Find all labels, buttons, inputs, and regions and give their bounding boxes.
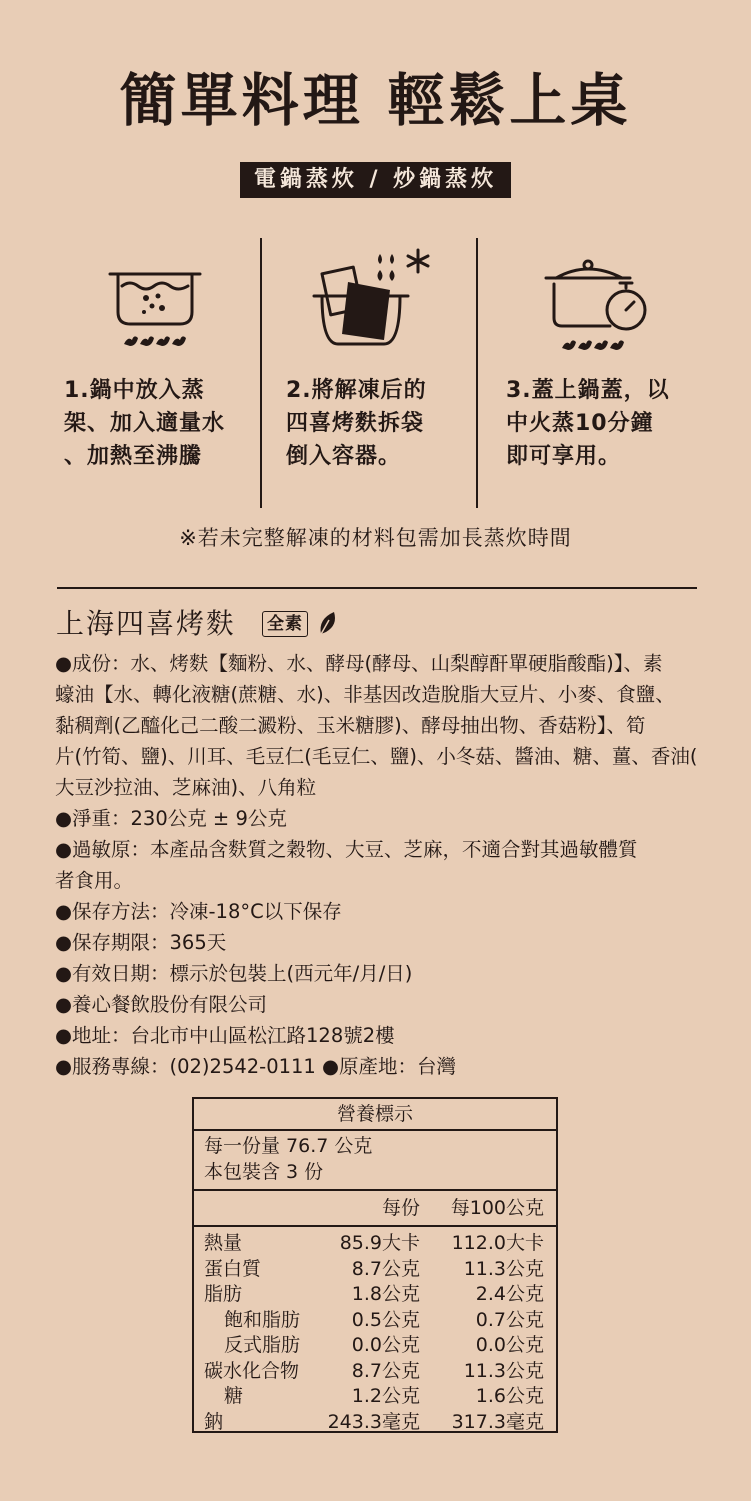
nutrient-name: 鈉 bbox=[204, 1410, 224, 1433]
servings-per-package: 本包裝含 3 份 bbox=[204, 1161, 324, 1183]
thaw-bag-into-container-icon bbox=[308, 244, 448, 350]
vegan-badge: 全素 bbox=[262, 611, 308, 637]
nutrient-name: 飽和脂肪 bbox=[224, 1308, 301, 1331]
info-line: 片(竹筍、鹽)、川耳、毛豆仁(毛豆仁、鹽)、小冬菇、醬油、糖、薑、香油( bbox=[55, 745, 698, 768]
page-title: 簡單料理 輕鬆上桌 bbox=[119, 68, 632, 134]
info-line: 蠔油【水、轉化液糖(蔗糖、水)、非基因改造脫脂大豆片、小麥、食鹽、 bbox=[55, 683, 675, 706]
table-row bbox=[194, 1257, 556, 1283]
info-line: ●成份：水、烤麩【麵粉、水、酵母(酵母、山梨醇酐單硬脂酸酯)】、素 bbox=[55, 652, 663, 675]
per-serving-value: 85.9大卡 bbox=[339, 1232, 420, 1254]
table-row bbox=[194, 1384, 556, 1410]
col-per-serving: 每份 bbox=[381, 1197, 420, 1219]
per-100g-value: 11.3公克 bbox=[463, 1359, 544, 1382]
per-serving-value: 0.5公克 bbox=[351, 1308, 420, 1331]
per-100g-value: 11.3公克 bbox=[463, 1257, 544, 1280]
step-divider bbox=[476, 238, 478, 508]
company-name: ●養心餐飲股份有限公司 bbox=[55, 993, 268, 1016]
shelf-life: ●保存期限：365天 bbox=[55, 931, 227, 954]
table-row bbox=[194, 1359, 556, 1385]
company-address: ●地址：台北市中山區松江路128號2樓 bbox=[55, 1024, 395, 1047]
covered-pot-timer-icon bbox=[542, 256, 654, 356]
nutrient-name: 脂肪 bbox=[204, 1283, 243, 1305]
serving-size: 每一份量 76.7 公克 bbox=[204, 1135, 373, 1157]
nutrient-name: 熱量 bbox=[204, 1232, 243, 1254]
per-100g-value: 112.0大卡 bbox=[451, 1232, 544, 1254]
nutrient-name: 糖 bbox=[224, 1385, 244, 1407]
table-row bbox=[194, 1282, 556, 1308]
per-serving-value: 8.7公克 bbox=[351, 1257, 420, 1280]
per-serving-value: 243.3毫克 bbox=[327, 1410, 420, 1433]
per-100g-value: 0.0公克 bbox=[475, 1334, 544, 1356]
nutrition-title: 營養標示 bbox=[194, 1099, 556, 1131]
per-serving-value: 1.8公克 bbox=[351, 1283, 420, 1305]
info-line: 黏稠劑(乙醯化己二酸二澱粉、玉米糖膠)、酵母抽出物、香菇粉】、筍 bbox=[55, 714, 646, 737]
allergen-line: 者食用。 bbox=[55, 869, 134, 892]
step-divider bbox=[260, 238, 262, 508]
nutrient-name: 反式脂肪 bbox=[224, 1334, 301, 1356]
product-info bbox=[55, 648, 705, 1082]
per-100g-value: 2.4公克 bbox=[475, 1283, 544, 1305]
steamer-pot-icon bbox=[100, 262, 210, 357]
table-row bbox=[194, 1231, 556, 1257]
table-row bbox=[194, 1308, 556, 1334]
nutrient-name: 蛋白質 bbox=[204, 1257, 262, 1280]
step-1-text: 1.鍋中放入蒸 架、加入適量水 、加熱至沸騰 bbox=[64, 378, 226, 469]
nutrition-table bbox=[192, 1097, 558, 1433]
serving-info bbox=[194, 1131, 556, 1191]
subtitle-banner bbox=[0, 162, 751, 198]
allergen-line: ●過敏原：本產品含麩質之穀物、大豆、芝麻，不適合對其過敏體質 bbox=[55, 838, 638, 861]
section-divider bbox=[57, 587, 697, 589]
service-hotline: ●服務專線：(02)2542-0111 ●原產地：台灣 bbox=[55, 1055, 457, 1078]
cooking-methods-label: 電鍋蒸炊 / 炒鍋蒸炊 bbox=[240, 162, 511, 198]
per-100g-value: 1.6公克 bbox=[475, 1385, 544, 1407]
table-row bbox=[194, 1410, 556, 1436]
nutrition-column-headers bbox=[194, 1191, 556, 1227]
info-line: 大豆沙拉油、芝麻油)、八角粒 bbox=[55, 776, 317, 799]
storage-method: ●保存方法：冷凍-18°C以下保存 bbox=[55, 900, 342, 923]
net-weight: ●淨重：230公克 ± 9公克 bbox=[55, 807, 287, 830]
per-serving-value: 0.0公克 bbox=[351, 1334, 420, 1356]
per-100g-value: 0.7公克 bbox=[475, 1308, 544, 1331]
product-name: 上海四喜烤麩 bbox=[56, 607, 237, 640]
per-100g-value: 317.3毫克 bbox=[451, 1410, 544, 1433]
nutrient-name: 碳水化合物 bbox=[204, 1359, 300, 1382]
nutrition-rows bbox=[194, 1227, 556, 1435]
thaw-note: ※若未完整解凍的材料包需加長蒸炊時間 bbox=[179, 526, 572, 550]
step-3-text: 3.蓋上鍋蓋，以 中火蒸10分鐘 即可享用。 bbox=[506, 378, 670, 469]
expiry-date: ●有效日期：標示於包裝上(西元年/月/日) bbox=[55, 962, 413, 985]
table-row bbox=[194, 1333, 556, 1359]
col-per-100g: 每100公克 bbox=[450, 1197, 544, 1219]
per-serving-value: 1.2公克 bbox=[351, 1385, 420, 1407]
step-2-text: 2.將解凍后的 四喜烤麩拆袋 倒入容器。 bbox=[286, 378, 427, 469]
leaf-icon bbox=[318, 609, 338, 637]
per-serving-value: 8.7公克 bbox=[351, 1359, 420, 1382]
